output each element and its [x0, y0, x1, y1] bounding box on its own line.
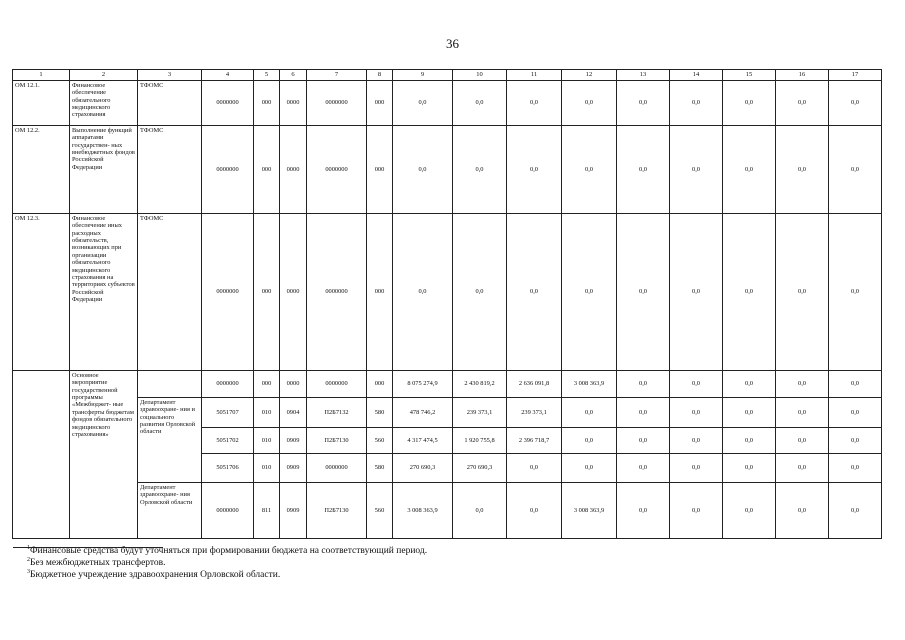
header-cell: 3 — [138, 70, 202, 81]
cell-c4: 5051702 — [202, 428, 254, 454]
cell-value: 0,0 — [617, 398, 670, 428]
cell-c8: 000 — [367, 126, 393, 214]
cell-c7: 0000000 — [307, 81, 367, 126]
row-code: ОМ 12.1. — [13, 81, 70, 126]
row-executor: ТФОМС — [138, 214, 202, 371]
header-cell: 8 — [367, 70, 393, 81]
cell-c5: 010 — [254, 428, 280, 454]
cell-c7: 0000000 — [307, 454, 367, 483]
cell-c6: 0000 — [280, 214, 307, 371]
cell-c4: 0000000 — [202, 371, 254, 398]
row-executor: ТФОМС — [138, 81, 202, 126]
footnote-text: Бюджетное учреждение здравоохранения Орловской области. — [30, 570, 281, 580]
cell-c4: 0000000 — [202, 483, 254, 539]
cell-value: 2 430 819,2 — [453, 371, 507, 398]
row-name: Выполнение функций аппаратами государствен- ных внебюджетных фондов Российской Федерации — [70, 126, 138, 214]
cell-value: 0,0 — [723, 81, 776, 126]
cell-value: 0,0 — [562, 398, 617, 428]
row-name: Финансовое обеспечение обязательного медицинского страхования — [70, 81, 138, 126]
cell-value: 0,0 — [776, 126, 829, 214]
cell-value: 0,0 — [617, 214, 670, 371]
cell-value: 0,0 — [507, 454, 562, 483]
cell-c7: 0000000 — [307, 126, 367, 214]
cell-value: 2 396 718,7 — [507, 428, 562, 454]
cell-c7: П2Б7132 — [307, 398, 367, 428]
header-cell: 11 — [507, 70, 562, 81]
cell-value: 0,0 — [723, 483, 776, 539]
cell-c6: 0909 — [280, 428, 307, 454]
cell-value: 0,0 — [617, 428, 670, 454]
cell-c5: 000 — [254, 214, 280, 371]
cell-value: 0,0 — [723, 371, 776, 398]
cell-value: 0,0 — [562, 81, 617, 126]
cell-value: 0,0 — [776, 398, 829, 428]
cell-c8: 000 — [367, 81, 393, 126]
header-cell: 2 — [70, 70, 138, 81]
cell-c5: 000 — [254, 126, 280, 214]
cell-value: 0,0 — [562, 428, 617, 454]
cell-value: 8 075 274,9 — [393, 371, 453, 398]
cell-value: 0,0 — [393, 126, 453, 214]
cell-value: 478 746,2 — [393, 398, 453, 428]
cell-c7: 0000000 — [307, 214, 367, 371]
header-cell: 12 — [562, 70, 617, 81]
row-code — [13, 371, 70, 539]
header-cell: 15 — [723, 70, 776, 81]
cell-value: 3 008 363,9 — [562, 371, 617, 398]
page-number: 36 — [446, 36, 459, 51]
cell-value: 0,0 — [723, 454, 776, 483]
cell-c5: 000 — [254, 81, 280, 126]
cell-value: 0,0 — [670, 428, 723, 454]
cell-c5: 000 — [254, 371, 280, 398]
cell-c4: 5051706 — [202, 454, 254, 483]
cell-value: 1 920 755,8 — [453, 428, 507, 454]
cell-value: 0,0 — [670, 126, 723, 214]
footnote-text: Финансовые средства будут уточняться при формировании бюджета на соответствующий период. — [30, 546, 428, 556]
row-executor: Департамент здравоохране- ния и социального развития Орловской области — [138, 398, 202, 483]
cell-c6: 0904 — [280, 398, 307, 428]
header-cell: 14 — [670, 70, 723, 81]
table-row — [13, 398, 882, 428]
cell-value: 3 008 363,9 — [562, 483, 617, 539]
cell-value: 0,0 — [776, 371, 829, 398]
cell-c8: 580 — [367, 454, 393, 483]
cell-value: 0,0 — [453, 81, 507, 126]
cell-value: 0,0 — [507, 126, 562, 214]
cell-value: 0,0 — [670, 454, 723, 483]
cell-value: 0,0 — [670, 81, 723, 126]
cell-c6: 0000 — [280, 371, 307, 398]
table-row — [13, 371, 882, 398]
cell-c5: 010 — [254, 398, 280, 428]
footnote-mark: 2 — [27, 556, 30, 563]
cell-c4: 0000000 — [202, 126, 254, 214]
cell-value: 0,0 — [829, 454, 882, 483]
footnote-2 — [13, 557, 613, 569]
cell-value: 0,0 — [507, 81, 562, 126]
header-cell: 4 — [202, 70, 254, 81]
cell-c4: 5051707 — [202, 398, 254, 428]
row-code: ОМ 12.2. — [13, 126, 70, 214]
cell-value: 0,0 — [723, 398, 776, 428]
cell-value: 239 373,1 — [507, 398, 562, 428]
cell-value: 0,0 — [723, 428, 776, 454]
table-row — [13, 214, 882, 371]
cell-c6: 0909 — [280, 483, 307, 539]
cell-value: 0,0 — [393, 214, 453, 371]
cell-value: 0,0 — [776, 214, 829, 371]
footnote-mark: 3 — [27, 568, 30, 575]
cell-value: 0,0 — [507, 214, 562, 371]
cell-value: 0,0 — [617, 454, 670, 483]
header-cell: 7 — [307, 70, 367, 81]
cell-value: 0,0 — [617, 483, 670, 539]
header-cell: 5 — [254, 70, 280, 81]
cell-value: 0,0 — [776, 483, 829, 539]
cell-value: 0,0 — [453, 483, 507, 539]
cell-c6: 0909 — [280, 454, 307, 483]
cell-c5: 811 — [254, 483, 280, 539]
cell-value: 0,0 — [829, 371, 882, 398]
cell-value: 0,0 — [670, 371, 723, 398]
cell-value: 0,0 — [829, 81, 882, 126]
row-executor: ТФОМС — [138, 126, 202, 214]
header-cell: 1 — [13, 70, 70, 81]
cell-c5: 010 — [254, 454, 280, 483]
cell-value: 3 008 363,9 — [393, 483, 453, 539]
header-cell: 6 — [280, 70, 307, 81]
cell-value: 0,0 — [393, 81, 453, 126]
header-cell: 13 — [617, 70, 670, 81]
cell-c6: 0000 — [280, 81, 307, 126]
cell-value: 0,0 — [507, 483, 562, 539]
row-executor — [138, 371, 202, 398]
cell-c7: П2Б7130 — [307, 483, 367, 539]
table-row — [13, 483, 882, 539]
cell-c7: 0000000 — [307, 371, 367, 398]
cell-value: 0,0 — [829, 428, 882, 454]
cell-c8: 580 — [367, 398, 393, 428]
cell-c8: 000 — [367, 214, 393, 371]
cell-value: 0,0 — [617, 371, 670, 398]
cell-value: 0,0 — [776, 428, 829, 454]
row-name: Финансовое обеспечение иных расходных обязательств, возникающих при организации обязательного медицинского страхования на территориях субъектов Российской Федерации — [70, 214, 138, 371]
cell-value: 0,0 — [776, 81, 829, 126]
cell-value: 0,0 — [562, 214, 617, 371]
cell-value: 2 636 091,8 — [507, 371, 562, 398]
cell-c8: 560 — [367, 483, 393, 539]
cell-value: 270 690,3 — [393, 454, 453, 483]
header-cell: 16 — [776, 70, 829, 81]
cell-value: 0,0 — [829, 214, 882, 371]
cell-c8: 000 — [367, 371, 393, 398]
row-executor: Департамент здравоохране- ния Орловской области — [138, 483, 202, 539]
cell-value: 0,0 — [562, 126, 617, 214]
header-cell: 17 — [829, 70, 882, 81]
cell-value: 0,0 — [617, 81, 670, 126]
row-name: Основное мероприятие государственной программы «Межбюджет- ные трансферты бюджетам фондов обязательного медицинского страхования» — [70, 371, 138, 539]
cell-value: 4 317 474,5 — [393, 428, 453, 454]
cell-value: 0,0 — [829, 483, 882, 539]
cell-c7: П2Б7130 — [307, 428, 367, 454]
row-code: ОМ 12.3. — [13, 214, 70, 371]
footnote-text: Без межбюджетных трансфертов. — [30, 558, 166, 568]
cell-value: 0,0 — [617, 126, 670, 214]
cell-value: 0,0 — [829, 398, 882, 428]
cell-value: 0,0 — [670, 214, 723, 371]
cell-value: 0,0 — [453, 126, 507, 214]
footnotes — [13, 545, 613, 581]
cell-value: 0,0 — [670, 483, 723, 539]
cell-c6: 0000 — [280, 126, 307, 214]
footnote-3 — [13, 569, 613, 581]
budget-table — [12, 69, 882, 539]
footnote-mark: 1 — [27, 544, 30, 551]
cell-value: 0,0 — [562, 454, 617, 483]
header-cell: 9 — [393, 70, 453, 81]
cell-value: 0,0 — [776, 454, 829, 483]
cell-value: 0,0 — [829, 126, 882, 214]
cell-c4: 0000000 — [202, 81, 254, 126]
footnote-1 — [13, 545, 613, 557]
header-row — [13, 70, 882, 81]
cell-value: 0,0 — [670, 398, 723, 428]
cell-value: 239 373,1 — [453, 398, 507, 428]
cell-value: 0,0 — [723, 214, 776, 371]
table-row — [13, 126, 882, 214]
cell-value: 0,0 — [723, 126, 776, 214]
cell-c4: 0000000 — [202, 214, 254, 371]
cell-value: 270 690,3 — [453, 454, 507, 483]
cell-c8: 560 — [367, 428, 393, 454]
cell-value: 0,0 — [453, 214, 507, 371]
table-row — [13, 81, 882, 126]
header-cell: 10 — [453, 70, 507, 81]
